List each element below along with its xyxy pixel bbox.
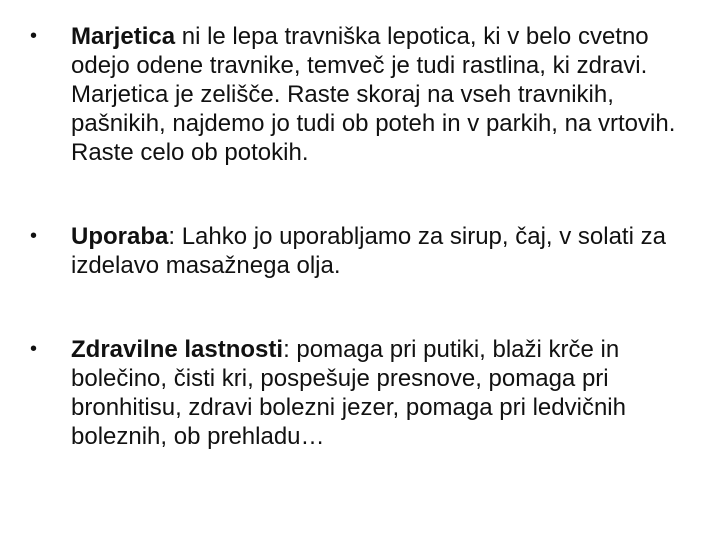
bullet-term: Zdravilne lastnosti [71,336,284,363]
bullet-text: : Lahko jo uporabljamo za sirup, čaj, v solati za izdelavo masažnega olja. [71,223,666,279]
bullet-uporaba [30,222,700,280]
bullet-marker: • [30,338,38,360]
bullet-list [30,22,700,451]
bullet-text: : pomaga pri putiki, blaži krče in bolečino, čisti kri, pospešuje presnove, pomaga pri bronhitisu, zdravi bolezni jezer, pomaga pri ledvičnih boleznih, ob prehladu… [71,336,626,450]
bullet-marker: • [30,25,38,47]
bullet-marker: • [30,225,38,247]
bullet-text: ni le lepa travniška lepotica, ki v belo cvetno odejo odene travnike, temveč je tudi rastlina, ki zdravi. Marjetica je zelišče. Raste skoraj na vseh travnikih, pašnikih, najdemo jo tudi ob poteh in v parkih, na vrtovih. Raste celo ob potokih. [71,23,676,166]
bullet-marjetica [30,22,700,167]
bullet-term: Marjetica [71,23,176,50]
bullet-term: Uporaba [71,223,169,250]
bullet-zdravilne-lastnosti [30,335,700,451]
